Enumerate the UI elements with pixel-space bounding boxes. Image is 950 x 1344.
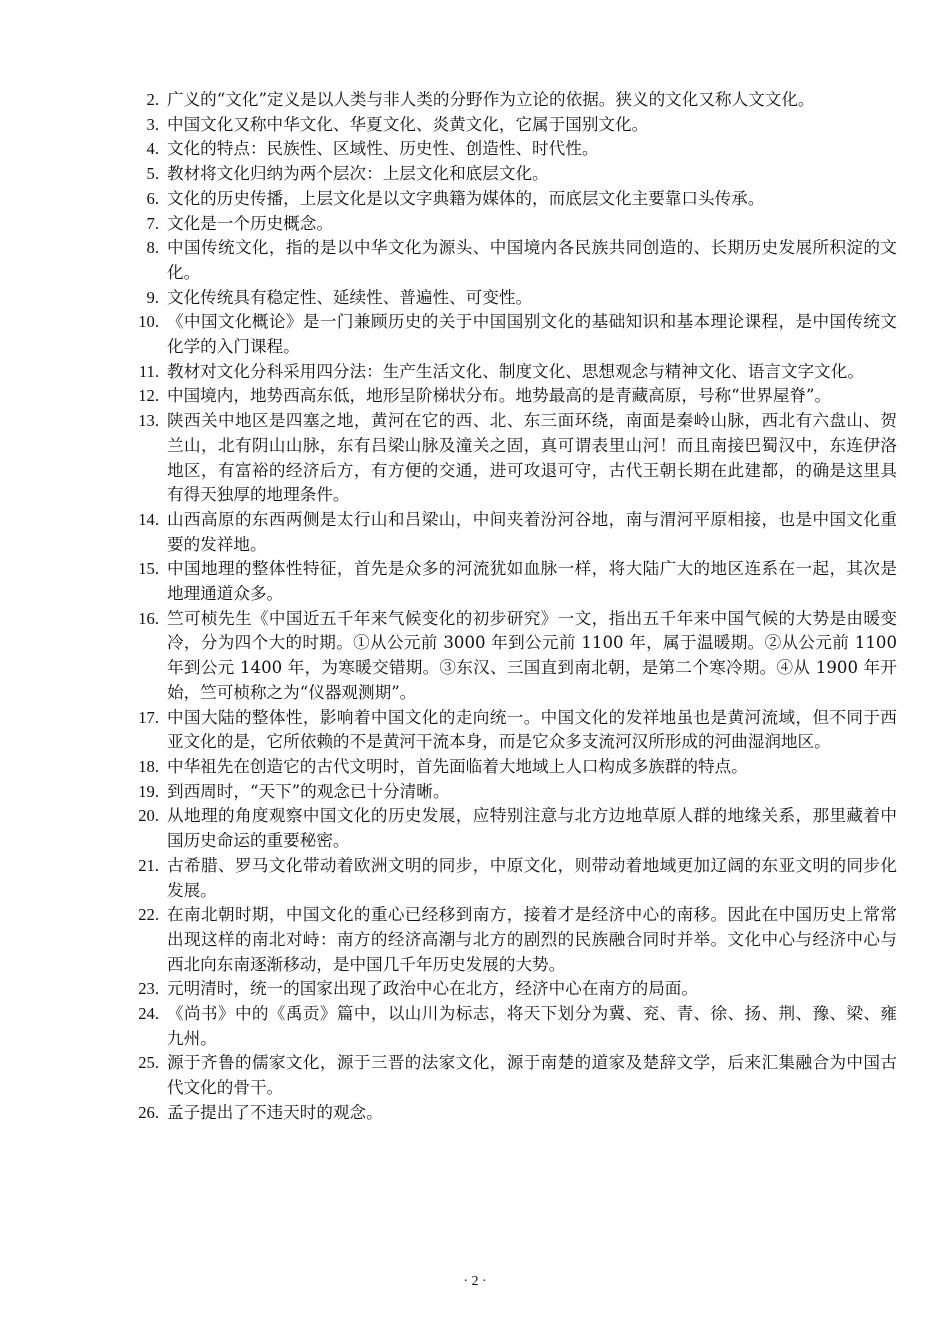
item-text: 陕西关中地区是四塞之地，黄河在它的西、北、东三面环绕，南面是秦岭山脉，西北有六盘山、贺兰山，北有阴山山脉，东有吕梁山脉及潼关之固，真可谓表里山河！而且南接巴蜀汉中，东连伊洛地区，有富裕的经济后方，有方便的交通，进可攻退可守，古代王朝长期在此建都，的确是这里具有得天独厚的地理条件。: [167, 411, 897, 505]
list-item: [131, 113, 897, 138]
list-item: [131, 88, 897, 113]
item-text: 《中国文化概论》是一门兼顾历史的关于中国国别文化的基础知识和基本理论课程，是中国传统文化学的入门课程。: [167, 312, 897, 357]
item-number: 13.: [138, 411, 159, 431]
list-item: [131, 557, 897, 606]
item-text: 广义的“文化”定义是以人类与非人类的分野作为立论的依据。狭义的文化又称人文文化。: [167, 90, 815, 109]
list-item: [131, 977, 897, 1002]
list-item: [131, 854, 897, 903]
item-number: 12.: [138, 386, 159, 406]
item-number: 26.: [138, 1102, 159, 1122]
list-item: [131, 310, 897, 359]
list-item: [131, 1002, 897, 1051]
item-text: 教材对文化分科采用四分法：生产生活文化、制度文化、思想观念与精神文化、语言文字文化。: [167, 361, 864, 381]
item-number: 4.: [146, 139, 159, 159]
item-text: 文化是一个历史概念。: [167, 213, 333, 233]
item-number: 6.: [146, 188, 159, 208]
list-item: [131, 607, 897, 706]
item-number: 23.: [138, 979, 159, 999]
item-text: 山西高原的东西两侧是太行山和吕梁山，中间夹着汾河谷地，南与渭河平原相接，也是中国文化重要的发祥地。: [167, 509, 897, 554]
item-text: 孟子提出了不违天时的观念。: [167, 1102, 383, 1122]
item-text: 教材将文化归纳为两个层次：上层文化和底层文化。: [167, 164, 549, 184]
list-item: [131, 903, 897, 977]
item-text: 竺可桢先生《中国近五千年来气候变化的初步研究》一文，指出五千年来中国气候的大势是由暖变冷，分为四个大的时期。①从公元前 3000 年到公元前 1100 年，属于温暖期。②从公元前 1100 年到公元 1400 年，为寒暖交错期。③东汉、三国直到南北朝，是第二个寒冷期。④从 1900 年开始，竺可桢称之为“仪器观测期”。: [167, 608, 897, 702]
list-item: [131, 780, 897, 805]
item-text: 源于齐鲁的儒家文化，源于三晋的法家文化，源于南楚的道家及楚辞文学，后来汇集融合为中国古代文化的骨干。: [167, 1053, 897, 1098]
item-number: 15.: [138, 559, 159, 579]
item-text: 文化的特点：民族性、区域性、历史性、创造性、时代性。: [167, 139, 599, 159]
item-number: 18.: [138, 756, 159, 776]
list-item: [131, 804, 897, 853]
list-item: [131, 1051, 897, 1100]
item-text: 中国大陆的整体性，影响着中国文化的走向统一。中国文化的发祥地虽也是黄河流域，但不同于西亚文化的是，它所依赖的不是黄河干流本身，而是它众多支流河汉所形成的河曲湿润地区。: [167, 707, 897, 752]
item-number: 11.: [138, 361, 159, 381]
list-item: [131, 212, 897, 237]
item-text: 到西周时，“天下”的观念已十分清晰。: [167, 781, 450, 801]
item-number: 25.: [138, 1053, 159, 1073]
list-item: [131, 286, 897, 311]
list-item: [131, 162, 897, 187]
item-number: 17.: [138, 707, 159, 727]
list-item: [131, 137, 897, 162]
list-item: [131, 706, 897, 755]
item-text: 《尚书》中的《禹贡》篇中，以山川为标志，将天下划分为冀、兖、青、徐、扬、荆、豫、梁、雍九州。: [167, 1004, 897, 1048]
item-number: 10.: [138, 312, 159, 332]
list-item: [131, 187, 897, 212]
list-item: [131, 236, 897, 285]
item-text: 元明清时，统一的国家出现了政治中心在北方，经济中心在南方的局面。: [167, 979, 698, 999]
list-item: [131, 384, 897, 409]
item-number: 24.: [138, 1004, 159, 1024]
item-text: 中国文化又称中华文化、华夏文化、炎黄文化，它属于国别文化。: [167, 114, 649, 134]
item-number: 9.: [146, 287, 159, 307]
item-text: 从地理的角度观察中国文化的历史发展，应特别注意与北方边地草原人群的地缘关系，那里藏着中国历史命运的重要秘密。: [167, 806, 897, 851]
item-number: 8.: [146, 238, 159, 258]
item-number: 2.: [146, 90, 159, 109]
list-item: [131, 1101, 897, 1126]
numbered-list: [131, 88, 897, 1126]
item-number: 20.: [138, 806, 159, 826]
item-text: 中国传统文化，指的是以中华文化为源头、中国境内各民族共同创造的、长期历史发展所积淀的文化。: [167, 238, 897, 282]
list-item: [131, 508, 897, 557]
item-number: 22.: [138, 905, 159, 925]
list-item: [131, 409, 897, 508]
item-text: 中华祖先在创造它的古代文明时，首先面临着大地域上人口构成多族群的特点。: [167, 756, 748, 776]
item-number: 19.: [138, 781, 159, 801]
item-text: 文化传统具有稳定性、延续性、普遍性、可变性。: [167, 287, 533, 307]
item-text: 在南北朝时期，中国文化的重心已经移到南方，接着才是经济中心的南移。因此在中国历史上常常出现这样的南北对峙：南方的经济高潮与北方的剧烈的民族融合同时并举。文化中心与经济中心与西北向东南逐渐移动，是中国几千年历史发展的大势。: [167, 905, 897, 974]
item-text: 文化的历史传播，上层文化是以文字典籍为媒体的，而底层文化主要靠口头传承。: [167, 188, 765, 208]
list-item: [131, 755, 897, 780]
item-number: 21.: [138, 855, 159, 875]
item-number: 3.: [146, 114, 159, 134]
item-number: 7.: [146, 213, 159, 233]
page-number: · 2 ·: [463, 1274, 487, 1289]
list-item: [131, 360, 897, 385]
item-number: 5.: [146, 164, 159, 184]
item-number: 16.: [138, 608, 159, 628]
item-text: 古希腊、罗马文化带动着欧洲文明的同步，中原文化，则带动着地域更加辽阔的东亚文明的同步化发展。: [167, 855, 897, 900]
item-text: 中国境内，地势西高东低，地形呈阶梯状分布。地势最高的是青藏高原，号称“世界屋脊”。: [167, 386, 832, 406]
item-text: 中国地理的整体性特征，首先是众多的河流犹如血脉一样，将大陆广大的地区连系在一起，其次是地理通道众多。: [167, 559, 897, 604]
item-number: 14.: [138, 509, 159, 529]
